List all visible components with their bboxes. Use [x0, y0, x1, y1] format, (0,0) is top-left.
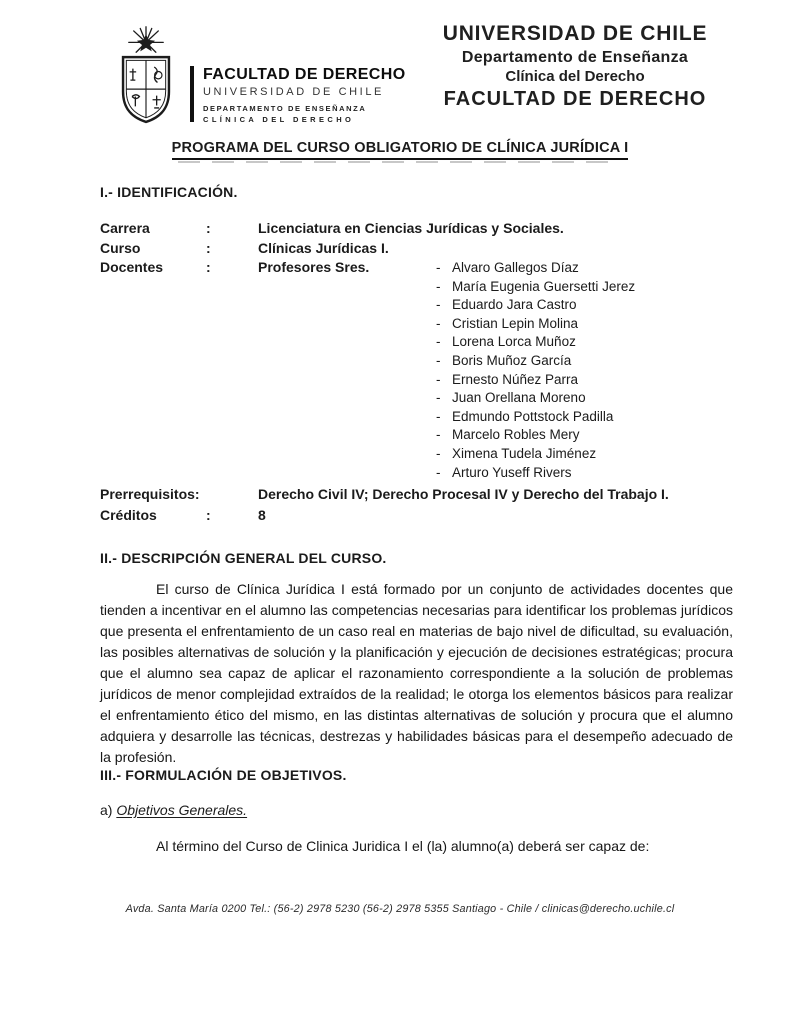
faculty-wordmark	[203, 65, 406, 126]
dash-bullet: -	[436, 278, 441, 294]
list-item	[436, 426, 740, 445]
clinic-name: CLÍNICA DEL DERECHO	[203, 115, 355, 124]
stamp-faculty: FACULTAD DE DERECHO	[443, 88, 707, 110]
creditos-value: 8	[258, 507, 266, 523]
list-item	[436, 371, 740, 390]
docente-name: Boris Muñoz García	[452, 352, 572, 368]
carrera-value: Licenciatura en Ciencias Jurídicas y Sociales.	[258, 220, 564, 236]
docentes-label: Docentes	[100, 259, 164, 275]
dash-bullet: -	[436, 390, 441, 406]
dash-bullet: -	[436, 334, 441, 350]
docente-name: Ernesto Núñez Parra	[452, 371, 579, 387]
stamp-clinic: Clínica del Derecho	[505, 68, 645, 85]
faculty-name: FACULTAD DE DERECHO	[203, 66, 406, 83]
logo-divider	[190, 66, 194, 122]
docente-name: Ximena Tudela Jiménez	[452, 445, 597, 461]
list-item	[436, 333, 740, 352]
department-stamp	[414, 22, 736, 111]
docente-name: Edmundo Pottstock Padilla	[452, 408, 614, 424]
subheading-label: Objetivos Generales.	[116, 802, 248, 818]
prerequisites-block	[100, 484, 740, 526]
list-item	[436, 278, 740, 297]
university-name: UNIVERSIDAD DE CHILE	[203, 86, 384, 98]
carrera-separator: :	[206, 220, 211, 236]
docente-name: Arturo Yuseff Rivers	[452, 464, 572, 480]
dash-bullet: -	[436, 260, 441, 275]
table-row-creditos	[100, 505, 740, 526]
list-item	[436, 408, 740, 427]
docentes-list	[436, 259, 740, 482]
dash-bullet: -	[436, 315, 441, 331]
curso-label: Curso	[100, 239, 141, 256]
docentes-separator: :	[206, 259, 211, 275]
list-item	[436, 464, 740, 483]
dash-bullet: -	[436, 445, 441, 461]
list-item	[436, 352, 740, 371]
dash-bullet: -	[436, 427, 441, 443]
table-row-prerrequisitos	[100, 484, 740, 505]
docente-name: Eduardo Jara Castro	[452, 297, 577, 313]
docente-name: Alvaro Gallegos Díaz	[452, 260, 579, 275]
curso-separator: :	[206, 239, 211, 256]
table-row-curso	[100, 239, 740, 259]
creditos-separator: :	[206, 507, 211, 523]
document-title: PROGRAMA DEL CURSO OBLIGATORIO DE CLÍNICA JURÍDICA I	[172, 140, 629, 160]
footer-contact-line: Avda. Santa María 0200 Tel.: (56-2) 2978 5230 (56-2) 2978 5355 Santiago - Chile / clinicas@derecho.uchile.cl	[125, 903, 675, 915]
docente-name: Lorena Lorca Muñoz	[452, 334, 576, 350]
docente-name: María Eugenia Guersetti Jerez	[452, 278, 636, 294]
prerrequisitos-label: Prerrequisitos:	[100, 486, 200, 502]
section-descripcion-heading: II.- DESCRIPCIÓN GENERAL DEL CURSO.	[100, 550, 387, 566]
docente-name: Marcelo Robles Mery	[452, 427, 580, 443]
list-item	[436, 389, 740, 408]
department-name: DEPARTAMENTO DE ENSEÑANZA	[203, 104, 367, 113]
curso-value: Clínicas Jurídicas I.	[258, 239, 389, 256]
list-item	[436, 315, 740, 334]
list-item	[436, 296, 740, 315]
section-objetivos-heading: III.- FORMULACIÓN DE OBJETIVOS.	[100, 767, 347, 783]
dash-bullet: -	[436, 408, 441, 424]
university-crest-icon	[106, 26, 186, 126]
dash-bullet: -	[436, 371, 441, 387]
title-row	[0, 139, 800, 160]
stamp-department: Departamento de Enseñanza	[461, 49, 689, 66]
prerrequisitos-value: Derecho Civil IV; Derecho Procesal IV y Derecho del Trabajo I.	[258, 486, 669, 502]
subheading-prefix: a)	[100, 802, 117, 818]
creditos-label: Créditos	[100, 507, 157, 523]
table-row-carrera	[100, 219, 740, 239]
dash-bullet: -	[436, 297, 441, 313]
stamp-university: UNIVERSIDAD DE CHILE	[442, 22, 708, 45]
faculty-logo	[106, 26, 406, 126]
objetivos-generales-subheading	[100, 802, 247, 818]
objetivos-intro-line: Al término del Curso de Clinica Juridica I el (la) alumno(a) deberá ser capaz de:	[156, 838, 650, 854]
identification-table	[100, 219, 740, 482]
docente-name: Juan Orellana Moreno	[452, 390, 586, 406]
carrera-label: Carrera	[100, 220, 150, 236]
list-item	[436, 259, 740, 278]
dash-bullet: -	[436, 352, 441, 368]
docente-name: Cristian Lepin Molina	[452, 315, 579, 331]
dash-bullet: -	[436, 464, 441, 480]
section-identification-heading: I.- IDENTIFICACIÓN.	[100, 184, 238, 200]
table-row-docentes	[100, 258, 740, 482]
list-item	[436, 445, 740, 464]
descripcion-paragraph: El curso de Clínica Jurídica I está formado por un conjunto de actividades docentes que tienden a incentivar en el alumno las competencias necesarias para identificar los problemas jurídicos que presenta el enfrentamiento de un caso real en materias de bajo nivel de dificultad, su evaluación, las posibles alternativas de solución y la planificación y ejecución de decisiones estratégicas; procura que el alumno sea capaz de aplicar el razonamiento correspondiente a la solución de problemas jurídicos de menor complejidad extraídos de la realidad; le otorga los elementos básicos para realizar el enfrentamiento ético del mismo, en las distintas alternativas de solución y procura que el alumno adquiera y desarrolle las técnicas, destrezas y habilidades básicas para el desempeño adecuado de la profesión.	[100, 581, 733, 765]
docentes-value: Profesores Sres.	[258, 259, 370, 275]
